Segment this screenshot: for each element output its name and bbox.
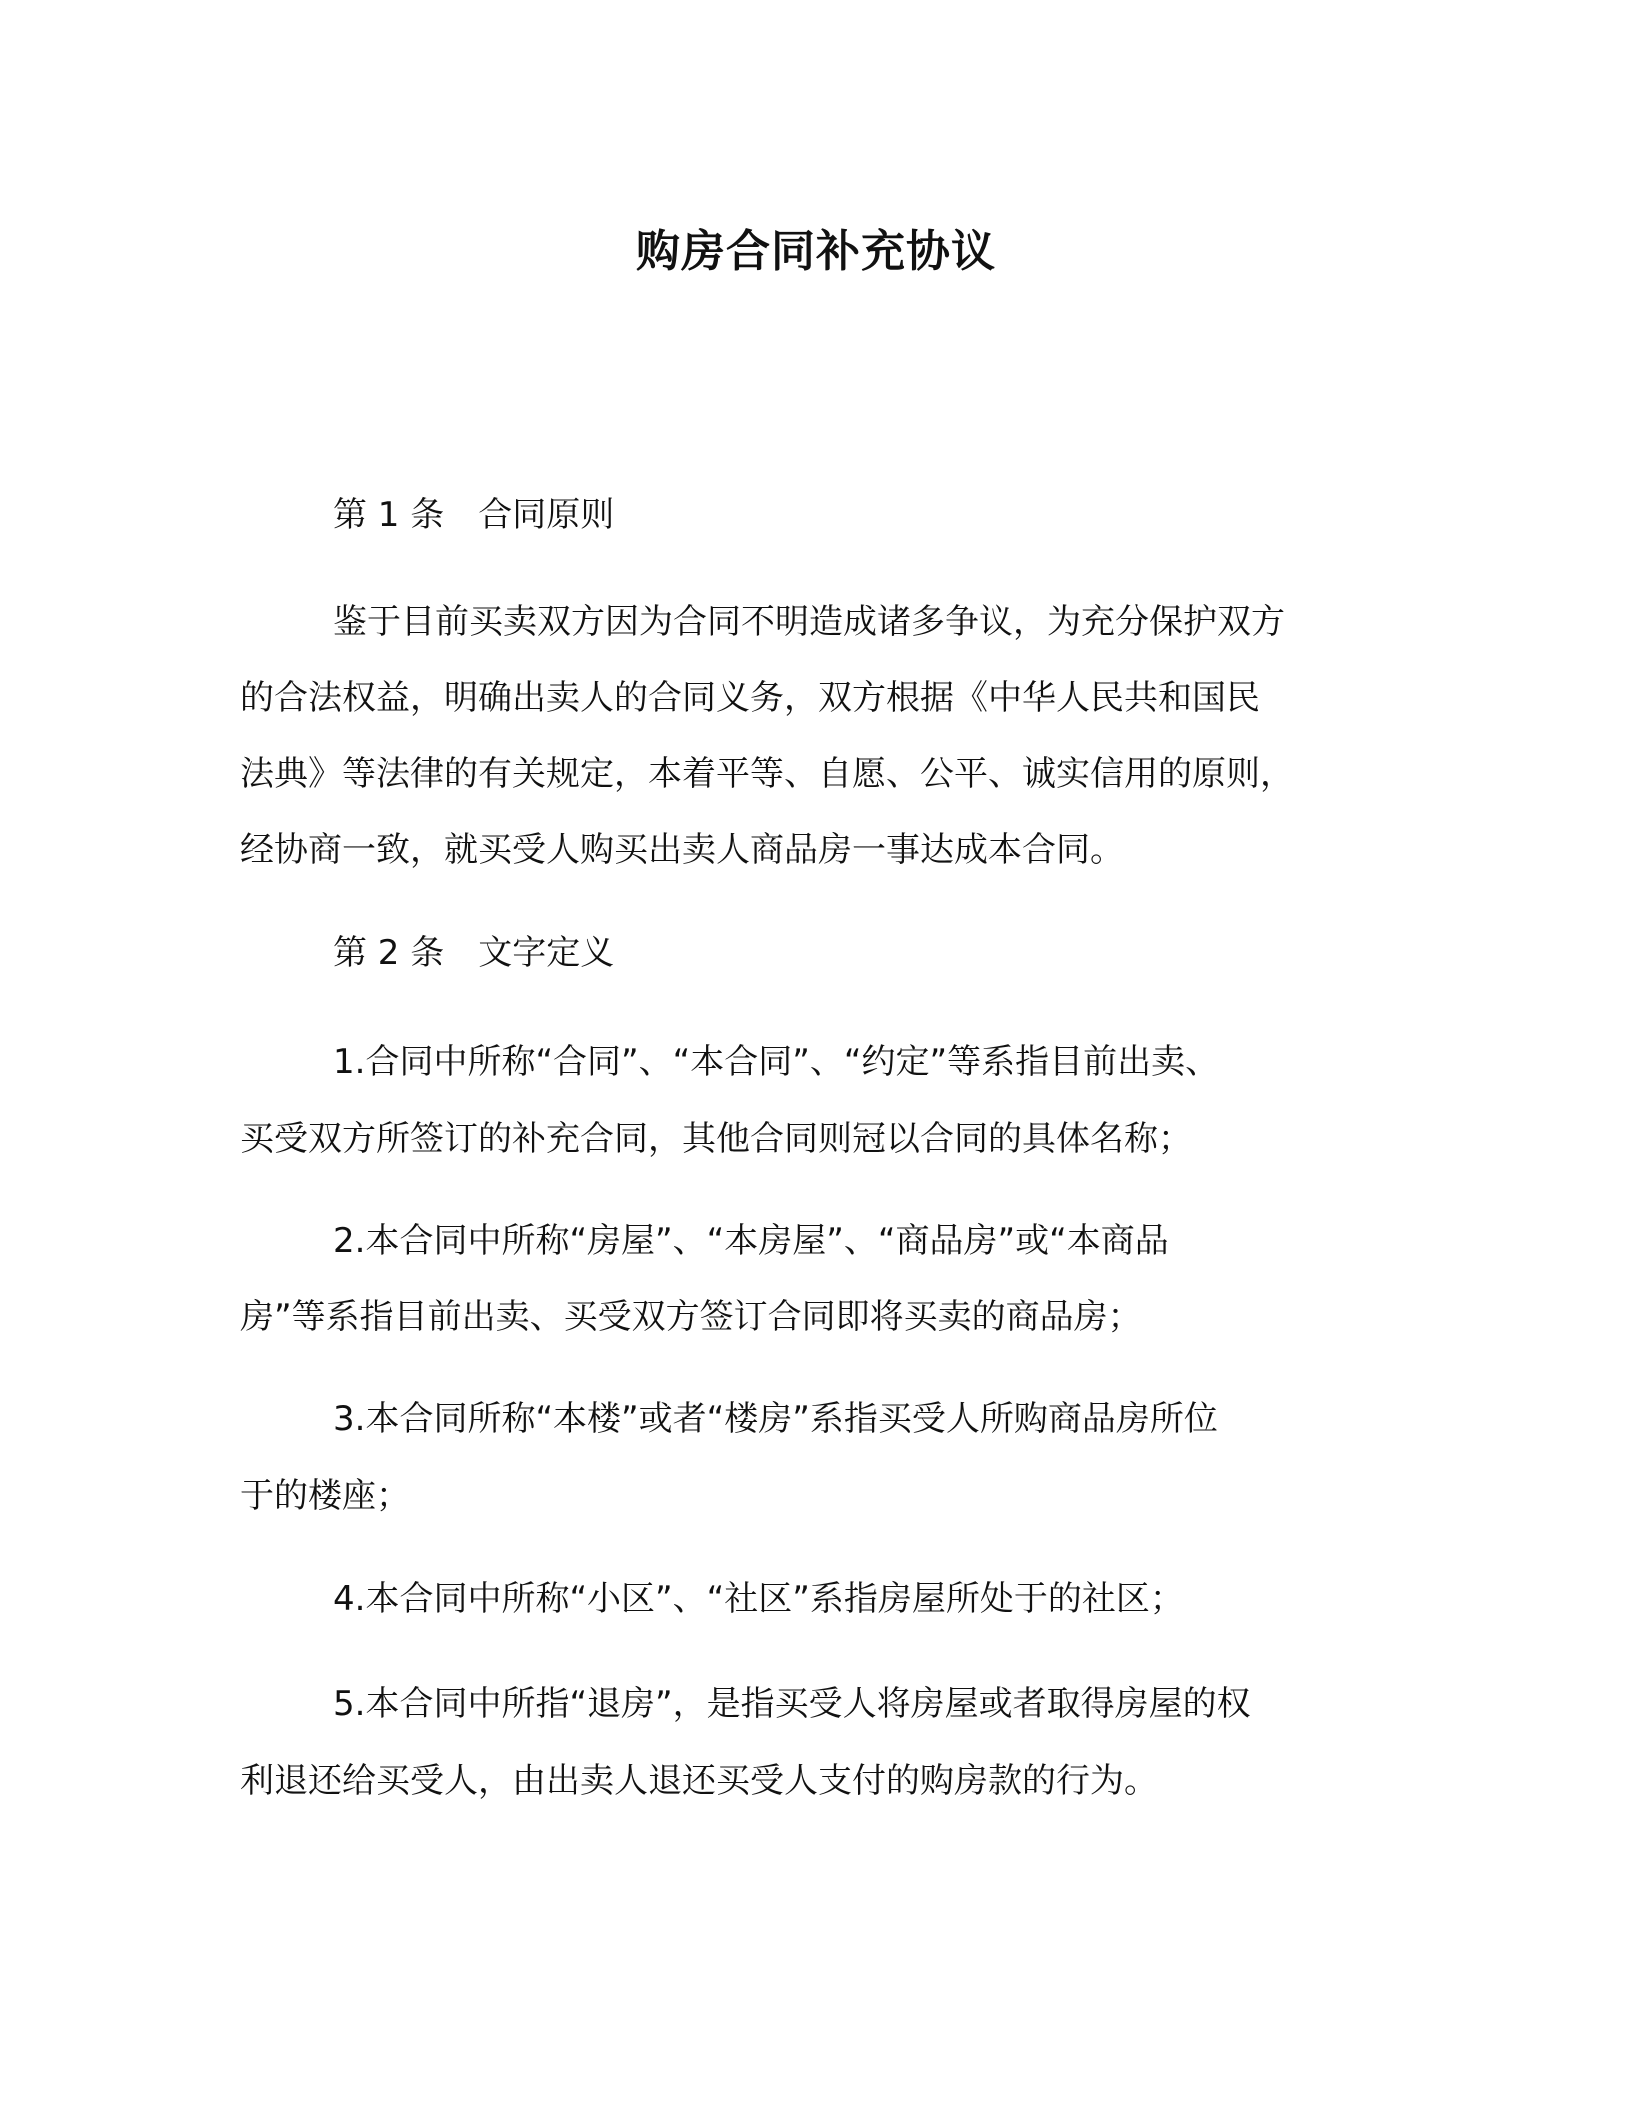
definition-item-1-line: 1.合同中所称“合同”、“本合同”、“约定”等系指目前出卖、 (333, 1042, 1220, 1082)
article-2-heading: 第 2 条 文字定义 (333, 933, 615, 973)
definition-item-3-line: 于的楼座； (240, 1476, 410, 1516)
definition-item-1-line: 买受双方所签订的补充合同，其他合同则冠以合同的具体名称； (240, 1119, 1192, 1159)
article-1-heading: 第 1 条 合同原则 (333, 495, 615, 535)
article-1-paragraph-line: 法典》等法律的有关规定，本着平等、自愿、公平、诚实信用的原则， (240, 754, 1294, 794)
document-title: 购房合同补充协议 (636, 226, 996, 277)
definition-item-2-line: 2.本合同中所称“房屋”、“本房屋”、“商品房”或“本商品 (333, 1221, 1169, 1261)
definition-item-2-line: 房”等系指目前出卖、买受双方签订合同即将买卖的商品房； (240, 1297, 1142, 1337)
article-1-paragraph-line: 的合法权益，明确出卖人的合同义务，双方根据《中华人民共和国民 (240, 678, 1260, 718)
definition-item-5-line: 5.本合同中所指“退房”，是指买受人将房屋或者取得房屋的权 (333, 1684, 1251, 1724)
article-1-paragraph-line: 鉴于目前买卖双方因为合同不明造成诸多争议，为充分保护双方 (333, 602, 1285, 642)
definition-item-3-line: 3.本合同所称“本楼”或者“楼房”系指买受人所购商品房所位 (333, 1399, 1218, 1439)
article-1-paragraph-line: 经协商一致，就买受人购买出卖人商品房一事达成本合同。 (240, 830, 1124, 870)
definition-item-5-line: 利退还给买受人，由出卖人退还买受人支付的购房款的行为。 (240, 1761, 1158, 1801)
definition-item-4-line: 4.本合同中所称“小区”、“社区”系指房屋所处于的社区； (333, 1579, 1184, 1619)
